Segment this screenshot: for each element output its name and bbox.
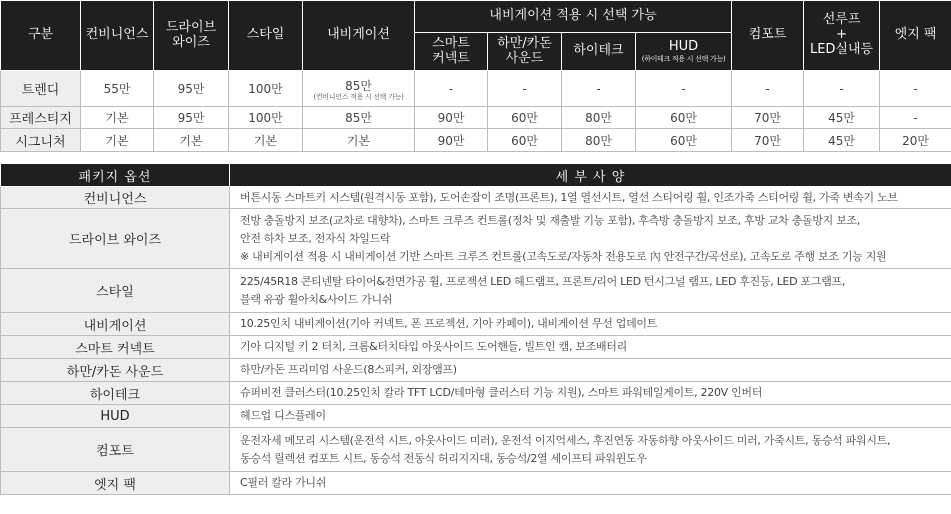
option-detail-note: ※ 내비게이션 적용 시 내비게이션 기반 스마트 크루즈 컨트롤(고속도로/자동차 전용도로 內 안전구간/곡선로), 고속도로 주행 보조 기능 지원 [240,249,887,263]
option-detail-line: 안전 하차 보조, 전자식 차일드락 [240,231,391,245]
price-hitech: 80만 [562,107,636,129]
price-row-signature [1,129,951,152]
trim-name: 트렌디 [1,71,81,107]
price-navigation-value: 85만 [345,78,372,93]
price-style: 100만 [229,71,303,107]
price-harman: 60만 [488,107,562,129]
header-harman-line-1: 하만/카돈 [497,35,552,51]
option-row-harman [1,359,951,382]
option-detail-line: 225/45R18 콘티넨탈 타이어&전면가공 휠, 프로젝션 LED 헤드램프, 프론트/리어 LED 턴시그널 램프, LED 후진등, LED 포그램프, [240,274,846,288]
price-table [0,0,951,152]
price-convenience: 55만 [81,71,154,107]
option-name: 스마트 커넥트 [1,336,230,359]
option-detail-line: 하만/카돈 프리미엄 사운드(8스피커, 외장앰프) [240,363,457,376]
price-sunroof: - [804,71,880,107]
price-edge-pack: - [880,71,951,107]
option-name: HUD [1,405,230,428]
option-details [230,209,951,269]
price-comfort: - [732,71,804,107]
option-details [230,382,951,405]
price-convenience: 기본 [81,129,154,152]
price-edge-pack: - [880,107,951,129]
option-name: 내비게이션 [1,313,230,336]
option-row-comfort [1,428,951,472]
option-name: 컨비니언스 [1,187,230,209]
price-hitech: - [562,71,636,107]
option-row-style [1,269,951,313]
option-detail-line: C필러 칼라 가니쉬 [240,476,327,489]
option-detail-line: 슈퍼비전 클러스터(10.25인치 칼라 TFT LCD/테마형 클러스터 기능 지원), 스마트 파워테일게이트, 220V 인버터 [240,386,763,399]
header-drive-wise-line-1: 드라이브 [165,19,217,35]
price-row-trendy [1,71,951,107]
price-hitech: 80만 [562,129,636,152]
price-navigation: 기본 [303,129,415,152]
option-details [230,269,951,313]
header-nav-group: 내비게이션 적용 시 선택 가능 [415,1,732,33]
header-smart-connect-line-2: 커넥트 [432,50,470,66]
header-comfort: 컴포트 [732,1,804,71]
header-harman-line-2: 사운드 [505,50,544,66]
header-smart-connect-line-1: 스마트 [432,35,470,51]
price-harman: - [488,71,562,107]
price-smart-connect: - [415,71,488,107]
header-harman [488,33,562,71]
header-hud-label: HUD [668,39,699,54]
option-detail-line: 버튼시동 스마트키 시스템(원격시동 포함), 도어손잡이 조명(프론트), 1열 열선시트, 열선 스티어링 휠, 인조가죽 스티어링 휠, 가죽 변속기 노브 [240,190,898,204]
option-row-edge-pack [1,472,951,495]
header-package-option: 패키지 옵션 [1,164,230,187]
header-smart-connect [415,33,488,71]
option-details [230,187,951,209]
price-convenience: 기본 [81,107,154,129]
header-sunroof [804,1,880,71]
option-details [230,359,951,382]
option-detail-line: 기아 디지털 키 2 터치, 크롬&터치타입 아웃사이드 도어핸들, 빌트인 캠, 보조배터리 [240,340,627,353]
price-navigation-note: (컨비니언스 적용 시 선택 가능) [313,92,404,101]
price-sunroof: 45만 [804,107,880,129]
trim-name: 프레스티지 [1,107,81,129]
price-smart-connect: 90만 [415,107,488,129]
price-comfort: 70만 [732,107,804,129]
option-row-smart-connect [1,336,951,359]
option-row-drive-wise [1,209,951,269]
option-detail-line: 운전자세 메모리 시스템(운전석 시트, 아웃사이드 미러), 운전석 이지억세스, 후진연동 자동하향 아웃사이드 미러, 가죽시트, 동승석 파워시트, [240,433,891,447]
option-details [230,405,951,428]
header-sunroof-line-2: + [836,27,847,43]
header-navigation: 내비게이션 [303,1,415,71]
option-detail-line: 전방 충돌방지 보조(교차로 대향차), 스마트 크루즈 컨트롤(정차 및 재출발 기능 포함), 후측방 충돌방지 보조, 후방 교차 충돌방지 보조, [240,213,861,227]
header-hitech: 하이테크 [562,33,636,71]
header-style: 스타일 [229,1,303,71]
price-style: 기본 [229,129,303,152]
price-smart-connect: 90만 [415,129,488,152]
option-row-convenience [1,187,951,209]
option-details [230,428,951,472]
price-hud: 60만 [636,107,732,129]
option-name: 스타일 [1,269,230,313]
price-harman: 60만 [488,129,562,152]
header-details: 세 부 사 양 [230,164,951,187]
price-row-prestige [1,107,951,129]
price-drive-wise: 95만 [154,71,229,107]
trim-name: 시그니처 [1,129,81,152]
header-convenience: 컨비니언스 [81,1,154,71]
option-details [230,336,951,359]
option-name: 하이테크 [1,382,230,405]
price-style: 100만 [229,107,303,129]
option-row-hud [1,405,951,428]
header-sunroof-line-1: 선루프 [822,12,861,28]
header-hud [636,33,732,71]
price-drive-wise: 95만 [154,107,229,129]
option-details [230,313,951,336]
option-detail-line: 동승석 릴렉션 컴포트 시트, 동승석 전동식 허리지지대, 동승석/2열 세이프티 파워윈도우 [240,451,647,465]
option-row-navigation [1,313,951,336]
price-navigation: 85만 [303,107,415,129]
header-category: 구분 [1,1,81,71]
option-name: 엣지 팩 [1,472,230,495]
header-hud-note: (하이테크 적용 시 선택 가능) [641,54,726,63]
header-drive-wise [154,1,229,71]
header-sunroof-line-3: LED실내등 [809,41,874,57]
option-detail-line: 블랙 유광 휠아치&사이드 가니쉬 [240,292,393,306]
price-comfort: 70만 [732,129,804,152]
option-detail-line: 헤드업 디스플레이 [240,409,326,422]
price-hud: - [636,71,732,107]
option-details [230,472,951,495]
price-sunroof: 45만 [804,129,880,152]
option-name: 하만/카돈 사운드 [1,359,230,382]
price-edge-pack: 20만 [880,129,951,152]
option-detail-line: 10.25인치 내비게이션(기아 커넥트, 폰 프로젝션, 기아 카페이), 내비게이션 무선 업데이트 [240,317,658,330]
option-table [0,163,951,495]
price-drive-wise: 기본 [154,129,229,152]
price-navigation [303,71,415,107]
header-drive-wise-line-2: 와이즈 [172,34,210,50]
price-hud: 60만 [636,129,732,152]
option-name: 컴포트 [1,428,230,472]
header-edge-pack: 엣지 팩 [880,1,951,71]
option-name: 드라이브 와이즈 [1,209,230,269]
option-row-hitech [1,382,951,405]
